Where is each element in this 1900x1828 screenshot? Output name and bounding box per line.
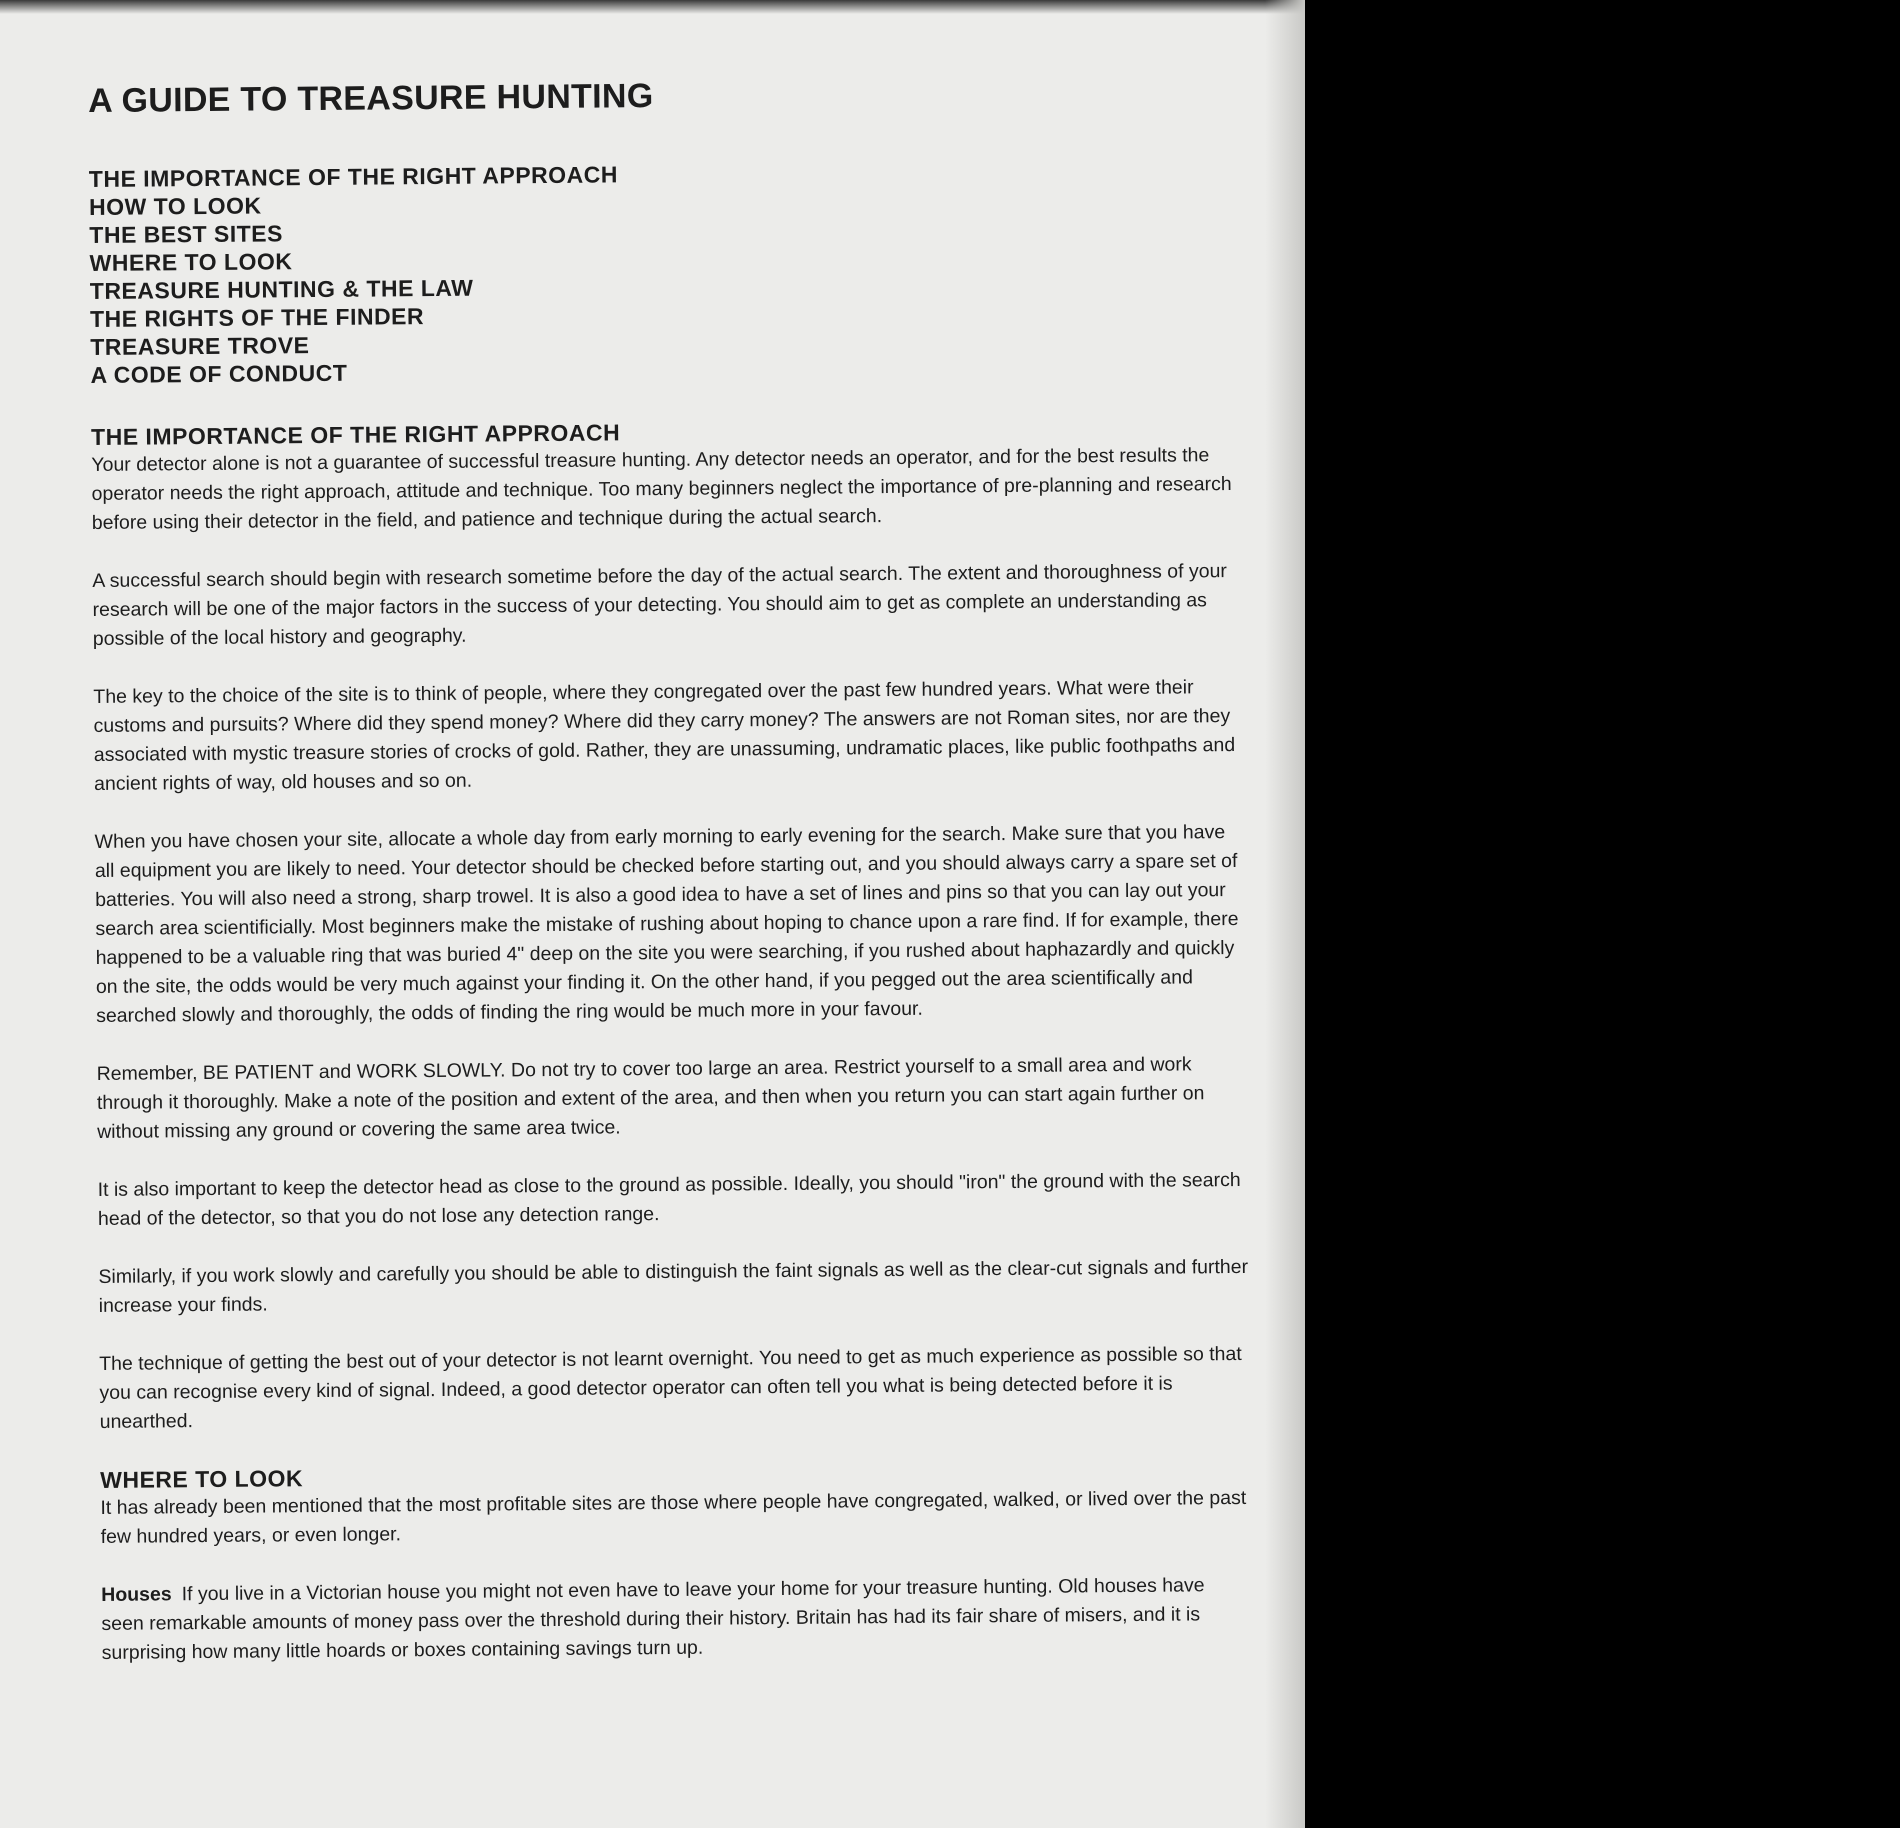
paragraph: The technique of getting the best out of your detector is not learnt overnight. You need to get as much experience as possible so that you can recognise every kind of signal. Indeed, a good detector operator can often tell you what is being detected before it is unearthed. [99, 1342, 1242, 1433]
section-heading-where-to-look: WHERE TO LOOK [100, 1465, 304, 1493]
page-title: A GUIDE TO TREASURE HUNTING [88, 77, 654, 120]
paragraph: It is also important to keep the detector head as close to the ground as possible. Ideally, you should "iron" the ground with the search head of the detector, so that you do not lose any detection range. [97, 1168, 1241, 1230]
toc-item: THE RIGHTS OF THE FINDER [89, 303, 425, 332]
paragraph: Remember, BE PATIENT and WORK SLOWLY. Do not try to cover too large an area. Restrict yourself to a small area and work through it thoroughly. Make a note of the position and extent of the area, and then when you return you can start again further on without missing any ground or covering the same area twice. [96, 1053, 1205, 1143]
toc-item: TREASURE HUNTING & THE LAW [89, 274, 474, 304]
table-of-contents [89, 155, 1241, 389]
toc-item: HOW TO LOOK [88, 192, 262, 220]
toc-item: THE BEST SITES [89, 220, 284, 248]
paragraph-houses [101, 1571, 1252, 1668]
houses-lead-in: Houses [101, 1583, 172, 1606]
toc-item: A CODE OF CONDUCT [90, 359, 348, 388]
paragraph: When you have chosen your site, allocate a whole day from early morning to early evening for the search. Make sure that you have all equipment you are likely to need. Your detector should be checked before starting out, and you should always carry a spare set of batteries. You will also need a strong, sharp trowel. It is also a good idea to have a set of lines and pins so that you can lay out your search area scientificially. Most beginners make the mistake of rushing about hoping to chance upon a rare find. If for example, there happened to be a valuable ring that was buried 4" deep on the site you were searching, if you rushed about haphazardly and quickly on the site, the odds would be very much against your finding it. On the other hand, if you pegged out the area scientifically and searched slowly and thoroughly, the odds of finding the ring would be much more in your favour. [94, 821, 1239, 1027]
section-heading-right-approach: THE IMPORTANCE OF THE RIGHT APPROACH [90, 419, 621, 450]
toc-item: THE IMPORTANCE OF THE RIGHT APPROACH [88, 161, 619, 192]
paragraph: Your detector alone is not a guarantee of successful treasure hunting. Any detector needs an operator, and for the best results the operator needs the right approach, attitude and technique. Too many beginners neglect the importance of pre-planning and research before using their detector in the field, and patience and technique during the actual search. [91, 444, 1232, 534]
paragraph: Similarly, if you work slowly and carefully you should be able to distinguish the faint signals as well as the clear-cut signals and further increase your finds. [98, 1255, 1249, 1317]
paragraph: It has already been mentioned that the most profitable sites are those where people have congregated, walked, or lived over the past few hundred years, or even longer. [100, 1486, 1247, 1548]
page-content [88, 72, 1252, 1697]
toc-item: WHERE TO LOOK [89, 248, 293, 276]
right-edge-shadow [1265, 0, 1305, 1828]
paragraph: The key to the choice of the site is to think of people, where they congregated over the past few hundred years. What were their customs and pursuits? Where did they spend money? Where did they carry money? The answers are not Roman sites, nor are they associated with mystic treasure stories of crocks of gold. Rather, they are unassuming, undramatic places, like public foothpaths and ancient rights of way, old houses and so on. [93, 676, 1236, 795]
top-edge-shadow [0, 0, 1305, 14]
toc-item: TREASURE TROVE [90, 332, 310, 360]
houses-text: If you live in a Victorian house you might not even have to leave your home for your treasure hunting. Old houses have seen remarkable amounts of money pass over the threshold during their history. Britain has had its fair share of misers, and it is surprising how many little hoards or boxes containing savings turn up. [101, 1574, 1205, 1664]
paragraph: A successful search should begin with research sometime before the day of the actual search. The extent and thoroughness of your research will be one of the major factors in the success of your detecting. You should aim to get as complete an understanding as possible of the local history and geography. [92, 560, 1227, 650]
